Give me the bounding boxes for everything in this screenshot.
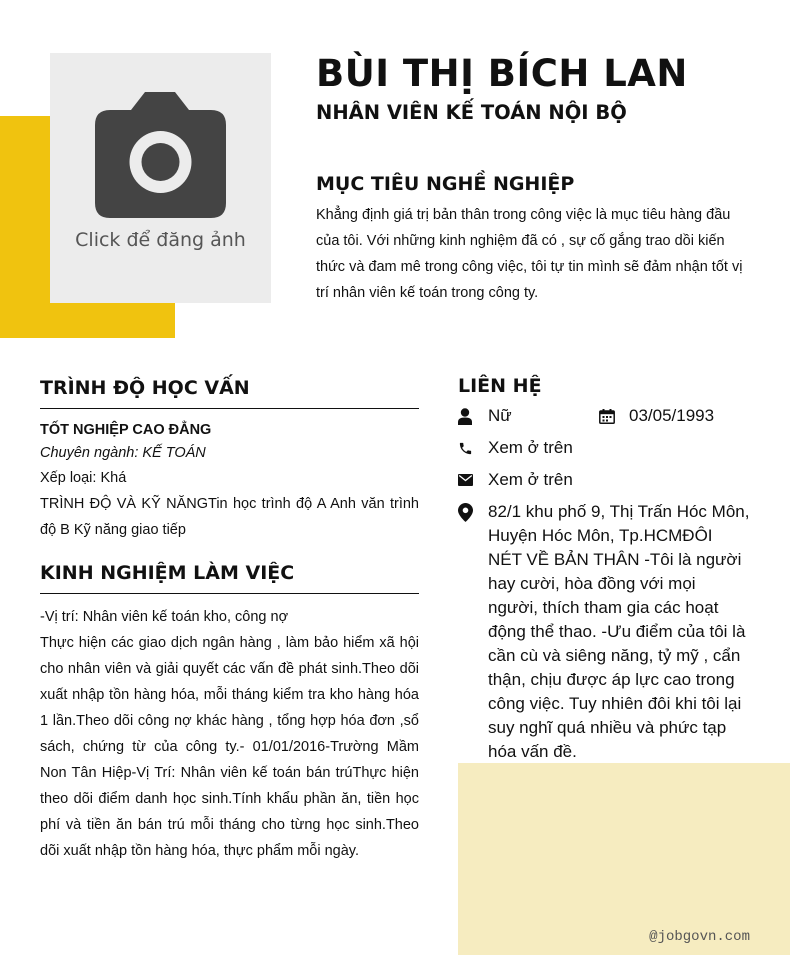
- education-heading: TRÌNH ĐỘ HỌC VẤN: [40, 377, 250, 399]
- photo-upload[interactable]: [50, 53, 271, 303]
- education-major: Chuyên ngành: KẾ TOÁN: [40, 445, 206, 461]
- phone-icon: [458, 436, 488, 460]
- candidate-name: BÙI THỊ BÍCH LAN: [316, 52, 688, 95]
- address-value: 82/1 khu phố 9, Thị Trấn Hóc Môn, Huyện Hóc Môn, Tp.HCMĐÔI NÉT VỀ BẢN THÂN -Tôi là người hay cười, hòa đồng với mọi người, thích tham gia các hoạt động thể thao. -Ưu điểm của tôi là cần cù và siêng năng, tỷ mỹ , cẩn thận, chịu được áp lực cao trong công việc. Tuy nhiên đôi khi tôi lại suy nghĩ quá nhiều và phức tạp hóa vấn đề.: [488, 502, 750, 761]
- envelope-icon: [458, 468, 488, 492]
- objective-text: Khẳng định giá trị bản thân trong công việc là mục tiêu hàng đầu của tôi. Với những kinh nghiệm đã có , sự cố gắng trao dồi kiến thức và đam mê trong công việc, tôi tự tin mình sẽ đảm nhận tốt vị trí nhân viên kế toán trong công ty.: [316, 207, 743, 301]
- contact-phone: [458, 436, 573, 460]
- experience-heading: KINH NGHIỆM LÀM VIỆC: [40, 562, 295, 584]
- education-rank: Xếp loại: Khá: [40, 470, 127, 486]
- watermark-text: @jobgovn.com: [649, 929, 750, 945]
- education-skills: TRÌNH ĐỘ VÀ KỸ NĂNGTin học trình độ A Anh văn trình độ B Kỹ năng giao tiếp: [40, 496, 419, 538]
- email-value: Xem ở trên: [488, 470, 573, 489]
- camera-icon: [95, 90, 226, 220]
- calendar-icon: [599, 404, 629, 428]
- decorative-cream-block: [458, 763, 790, 955]
- experience-role: -Vị trí: Nhân viên kế toán kho, công nợ: [40, 609, 289, 625]
- birthday-value: 03/05/1993: [629, 406, 715, 425]
- education-degree: TỐT NGHIỆP CAO ĐẲNG: [40, 422, 212, 438]
- education-divider: [40, 408, 419, 409]
- contact-birthday: [599, 404, 714, 428]
- job-title: NHÂN VIÊN KẾ TOÁN NỘI BỘ: [316, 101, 627, 124]
- gender-value: Nữ: [488, 406, 512, 425]
- contact-gender: [458, 404, 512, 428]
- contact-heading: LIÊN HỆ: [458, 375, 542, 397]
- person-icon: [458, 404, 488, 428]
- experience-description: Thực hiện các giao dịch ngân hàng , làm bảo hiểm xã hội cho nhân viên và giải quyết các vấn đề phát sinh.Theo dõi xuất nhập tồn hàng hóa, mỗi tháng kiểm tra kho hàng hóa 1 lần.Theo dõi công nợ khác hàng , tổng hợp hóa đơn ,sổ sách, chứng từ của công ty.- 01/01/2016-Trường Mầm Non Tân Hiệp-Vị Trí: Nhân viên kế toán bán trúThực hiện theo dõi điểm danh học sinh.Tính khẩu phần ăn, tiền học phí và tiền ăn bán trú mỗi tháng cho từng học sinh.Theo dõi xuất nhập tồn hàng hóa, thực phẩm mỗi ngày.: [40, 635, 419, 859]
- contact-address: [458, 500, 750, 764]
- photo-upload-label: Click để đăng ảnh: [75, 229, 246, 251]
- location-pin-icon: [458, 500, 488, 524]
- objective-heading: MỤC TIÊU NGHỀ NGHIỆP: [316, 173, 575, 195]
- phone-value: Xem ở trên: [488, 438, 573, 457]
- experience-divider: [40, 593, 419, 594]
- contact-email: [458, 468, 573, 492]
